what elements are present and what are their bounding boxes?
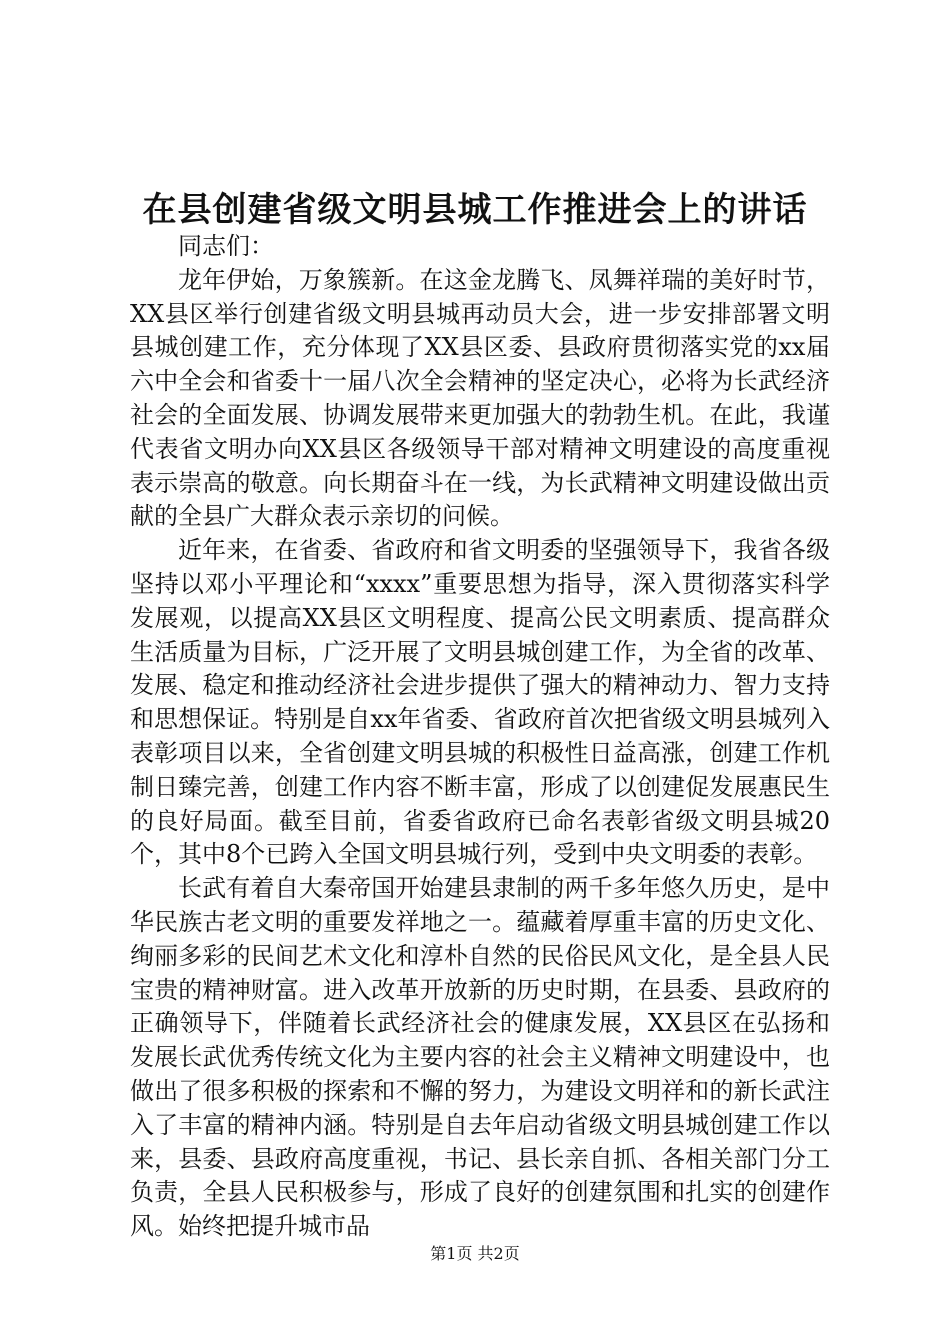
document-title: 在县创建省级文明县城工作推进会上的讲话 — [142, 190, 808, 230]
document-body — [130, 230, 830, 1244]
paragraph-3: 长武有着自大秦帝国开始建县隶制的两千多年悠久历史，是中华民族古老文明的重要发祥地之一。蕴藏着厚重丰富的历史文化、绚丽多彩的民间艺术文化和淳朴自然的民俗民风文化，是全县人民宝贵的精神财富。进入改革开放新的历史时期，在县委、县政府的正确领导下，伴随着长武经济社会的健康发展，XX县区在弘扬和发展长武优秀传统文化为主要内容的社会主义精神文明建设中，也做出了很多积极的探索和不懈的努力，为建设文明祥和的新长武注入了丰富的精神内涵。特别是自去年启动省级文明县城创建工作以来，县委、县政府高度重视，书记、县长亲自抓、各相关部门分工负责，全县人民积极参与，形成了良好的创建氛围和扎实的创建作风。始终把提升城市品 — [130, 874, 830, 1241]
paragraph-1: 龙年伊始，万象簇新。在这金龙腾飞、凤舞祥瑞的美好时节，XX县区举行创建省级文明县城再动员大会，进一步安排部署文明县城创建工作，充分体现了XX县区委、县政府贯彻落实党的xx届六中全会和省委十一届八次全会精神的坚定决心，必将为长武经济社会的全面发展、协调发展带来更加强大的勃勃生机。在此，我谨代表省文明办向XX县区各级领导干部对精神文明建设的高度重视表示崇高的敬意。向长期奋斗在一线，为长武精神文明建设做出贡献的全县广大群众表示亲切的问候。 — [130, 265, 830, 531]
paragraph-2: 近年来，在省委、省政府和省文明委的坚强领导下，我省各级坚持以邓小平理论和“xxxx”重要思想为指导，深入贯彻落实科学发展观，以提高XX县区文明程度、提高公民文明素质、提高群众生活质量为目标，广泛开展了文明县城创建工作，为全省的改革、发展、稳定和推动经济社会进步提供了强大的精神动力、智力支持和思想保证。特别是自xx年省委、省政府首次把省级文明县城列入表彰项目以来，全省创建文明县城的积极性日益高涨，创建工作机制日臻完善，创建工作内容不断丰富，形成了以创建促发展惠民生的良好局面。截至目前，省委省政府已命名表彰省级文明县城20个，其中8个已跨入全国文明县城行列，受到中央文明委的表彰。 — [130, 536, 830, 869]
salutation: 同志们： — [178, 232, 274, 260]
page-footer: 第1页 共2页 — [430, 1244, 520, 1263]
